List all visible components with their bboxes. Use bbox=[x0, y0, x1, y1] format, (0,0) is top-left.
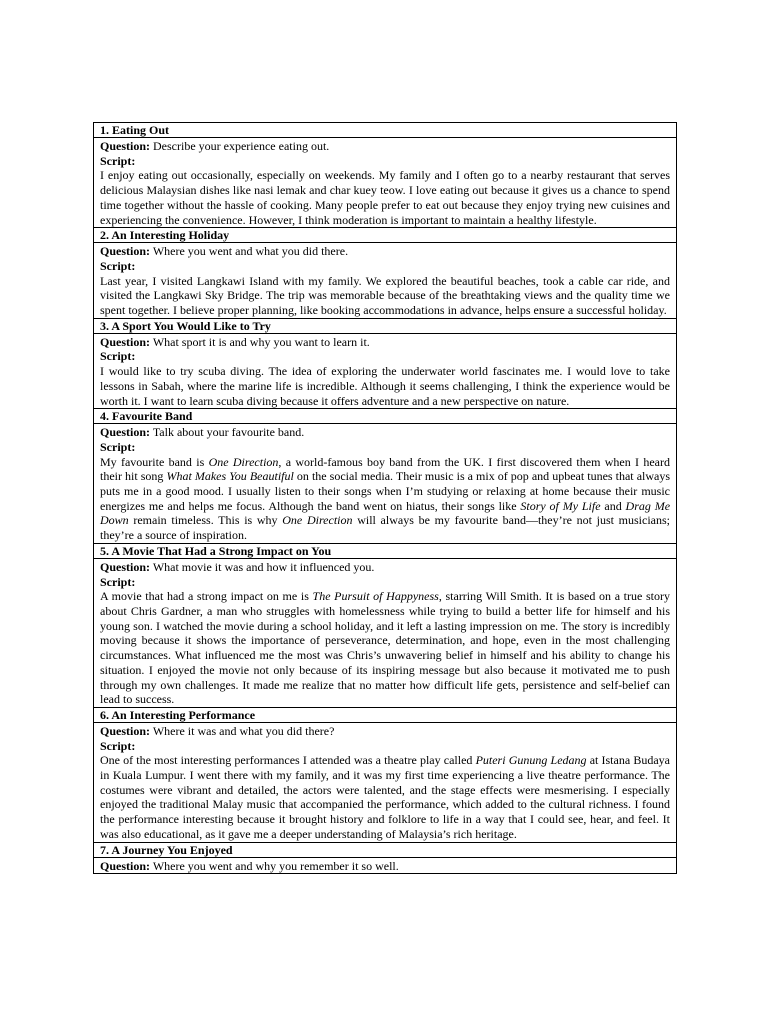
script-segment: , starring Will Smith. It is based on a true story about Chris Gardner, a man who struggles with homelessness while trying to build a better life for himself and his young son. I watched the movie during a school holiday, and it left a lasting impression on me. The story is incredibly moving because it shows the importance of perseverance, determination, and hope, even in the most challenging circumstances. What influenced me the most was Chris’s unwavering belief in himself and his ability to change his situation. I enjoyed the movie not only because of its inspiring message but also because it motivated me to push through my own challenges. It made me realize that no matter how difficult life gets, persistence and self-belief can lead to success. bbox=[100, 589, 670, 707]
script-segment: I would like to try scuba diving. The idea of exploring the underwater world fascinates me. I would love to take lessons in Sabah, where the marine life is incredible. Although it seems challenging, I think the experience would be worth it. I want to learn scuba diving because it offers adventure and a new perspective on nature. bbox=[100, 364, 670, 408]
question-line bbox=[100, 859, 670, 874]
script-segment: on the social media. Their music is a mix of pop and upbeat tunes that always puts me in a good mood. I usually listen to their songs when I’m studying or relaxing at home because their music energizes me and helps me focus. Although the band went on hiatus, their songs like bbox=[100, 469, 671, 513]
section-title: 4. Favourite Band bbox=[94, 409, 676, 424]
script-text bbox=[100, 455, 670, 543]
script-label: Script: bbox=[100, 153, 136, 168]
question-text: Where you went and why you remember it so well. bbox=[152, 858, 399, 873]
section-title: 5. A Movie That Had a Strong Impact on You bbox=[94, 544, 676, 559]
question-line bbox=[100, 335, 670, 350]
question-label: Question: bbox=[100, 858, 151, 873]
script-segment: I enjoy eating out occasionally, especially on weekends. My family and I often go to a nearby restaurant that serves delicious Malaysian dishes like nasi lemak and char kuey teow. I love eating out because it gives us a chance to spend time together without the hassle of cooking. Many people prefer to eat out because they enjoy trying new cuisines and experiencing the convenience. However, I think moderation is important to maintain a healthy lifestyle. bbox=[100, 168, 670, 227]
script-label: Script: bbox=[100, 349, 136, 364]
section-body bbox=[94, 723, 676, 843]
script-text bbox=[100, 753, 670, 841]
question-text: Where it was and what you did there? bbox=[152, 723, 335, 738]
script-segment: , a world-famous boy band from the UK. I first discovered them when I heard their hit song bbox=[100, 454, 670, 484]
section-body bbox=[94, 243, 676, 319]
section-body bbox=[94, 334, 676, 410]
question-line bbox=[100, 139, 670, 154]
script-segment: One of the most interesting performances I attended was a theatre play called bbox=[100, 753, 476, 768]
question-label: Question: bbox=[100, 139, 151, 153]
script-text bbox=[100, 364, 670, 408]
question-text: Where you went and what you did there. bbox=[152, 244, 349, 259]
script-segment: remain timeless. This is why bbox=[128, 513, 283, 528]
section-title: 2. An Interesting Holiday bbox=[94, 228, 676, 243]
title-italic: Puteri Gunung Ledang bbox=[475, 753, 587, 768]
question-label: Question: bbox=[100, 425, 151, 440]
question-label: Question: bbox=[100, 244, 151, 259]
question-line bbox=[100, 244, 670, 259]
section-body bbox=[94, 138, 676, 228]
title-italic: One Direction bbox=[208, 454, 279, 469]
script-label: Script: bbox=[100, 574, 136, 589]
section-title: 6. An Interesting Performance bbox=[94, 708, 676, 723]
title-italic: One Direction bbox=[282, 513, 353, 528]
section-title: 3. A Sport You Would Like to Try bbox=[94, 319, 676, 334]
section-title: 1. Eating Out bbox=[94, 123, 676, 138]
question-label: Question: bbox=[100, 559, 151, 574]
script-segment: A movie that had a strong impact on me is bbox=[100, 589, 313, 604]
title-italic: Drag Me Down bbox=[100, 498, 671, 528]
question-text: What movie it was and how it influenced you. bbox=[152, 559, 375, 574]
script-label: Script: bbox=[100, 258, 136, 273]
script-segment: will always be my favourite band—they’re not just musicians; they’re a source of inspiration. bbox=[100, 513, 670, 543]
section-body bbox=[94, 559, 676, 708]
script-segment: at Istana Budaya in Kuala Lumpur. I went there with my family, and it was my first time experiencing a live theatre performance. The costumes were vibrant and detailed, the actors were talented, and the stage effects were mesmerising. I especially enjoyed the traditional Malay music that accompanied the performance, which added to the cultural richness. I found the performance interesting because it brought history and folklore to life in a way that I could see, hear, and feel. It was also educational, as it gave me a deeper understanding of Malaysia’s rich heritage. bbox=[100, 753, 670, 841]
section-title: 7. A Journey You Enjoyed bbox=[94, 843, 676, 858]
section-body bbox=[94, 858, 676, 874]
script-text bbox=[100, 168, 670, 227]
section-body bbox=[94, 424, 676, 544]
title-italic: Story of My Life bbox=[520, 498, 601, 513]
question-line bbox=[100, 425, 670, 440]
question-text: Talk about your favourite band. bbox=[152, 425, 305, 440]
question-label: Question: bbox=[100, 334, 151, 349]
question-text: Describe your experience eating out. bbox=[153, 139, 330, 153]
document-table bbox=[93, 122, 677, 874]
script-segment: and bbox=[600, 498, 626, 513]
title-italic: What Makes You Beautiful bbox=[166, 469, 294, 484]
question-line bbox=[100, 724, 670, 739]
title-italic: The Pursuit of Happyness bbox=[312, 589, 439, 604]
question-label: Question: bbox=[100, 723, 151, 738]
question-line bbox=[100, 560, 670, 575]
script-segment: My favourite band is bbox=[100, 454, 209, 469]
script-text bbox=[100, 589, 670, 707]
question-text: What sport it is and why you want to learn it. bbox=[152, 334, 370, 349]
script-text bbox=[100, 274, 670, 318]
script-label: Script: bbox=[100, 738, 136, 753]
script-segment: Last year, I visited Langkawi Island with my family. We explored the beautiful beaches, took a cable car ride, and visited the Langkawi Sky Bridge. The trip was memorable because of the breathtaking views and the quality time we spent together. I believe proper planning, like booking accommodations in advance, helps ensure a successful holiday. bbox=[100, 273, 670, 318]
script-label: Script: bbox=[100, 439, 136, 454]
